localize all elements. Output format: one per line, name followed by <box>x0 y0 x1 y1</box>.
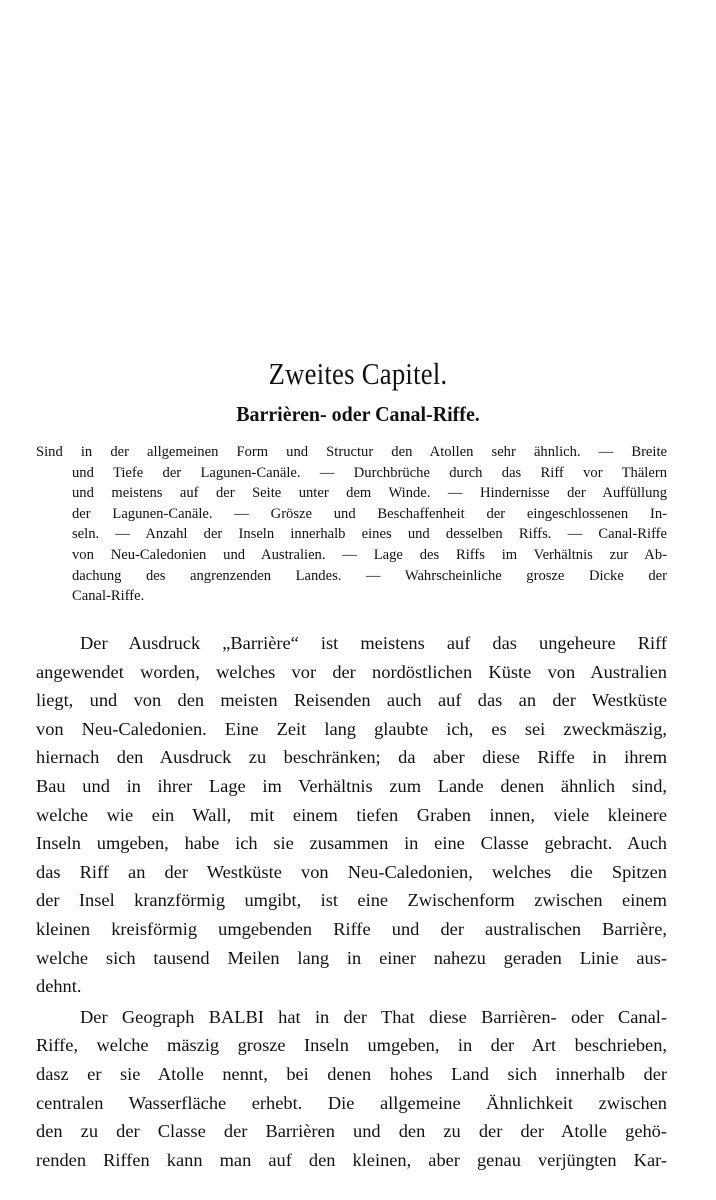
summary-line: und meistens auf der Seite unter dem Winde. — Hindernisse der Auffüllung <box>72 485 667 502</box>
summary-line: seln. — Anzahl der Inseln innerhalb eines und desselben Riffs. — Canal-Riffe <box>72 526 667 543</box>
paragraph-line: Der Ausdruck „Barrière“ ist meistens auf das ungeheure Riff <box>80 633 667 653</box>
paragraph-line: liegt, und von den meisten Reisenden auch auf das an der Westküste <box>36 690 667 711</box>
paragraph-line: den zu der Classe der Barrièren und den zu der der Atolle gehö- <box>36 1121 667 1142</box>
paragraph-line: Der Geograph BALBI hat in der That diese Barrièren- oder Canal- <box>80 1006 667 1027</box>
summary-line: dachung des angrenzenden Landes. — Wahrscheinliche grosze Dicke der <box>72 567 667 584</box>
paragraph-line: der Insel kranzförmig umgibt, ist eine Zwischenform zwischen einem <box>36 890 667 911</box>
paragraph-line: kleinen kreisförmig umgebenden Riffe und der australischen Barrière, <box>36 918 667 939</box>
summary-line: von Neu-Caledonien und Australien. — Lage des Riffs im Verhältnis zur Ab- <box>72 546 667 563</box>
summary-line: und Tiefe der Lagunen-Canäle. — Durchbrüche durch das Riff vor Thälern <box>72 464 667 481</box>
paragraph-line: das Riff an der Westküste von Neu-Caledonien, welches die Spitzen <box>36 861 667 882</box>
paragraph-line: hiernach den Ausdruck zu beschränken; da aber diese Riffe in ihrem <box>36 747 667 768</box>
paragraph-line: welche wie ein Wall, mit einem tiefen Graben innen, viele kleinere <box>36 804 667 825</box>
chapter-summary <box>36 442 667 607</box>
summary-line: Canal-Riffe. <box>72 588 145 605</box>
paragraph-line: dehnt. <box>36 976 82 997</box>
paragraph-line: Bau und in ihrer Lage im Verhältnis zum Lande denen ähnlich sind, <box>36 775 667 796</box>
paragraph-line: Riffe, welche mäszig grosze Inseln umgeben, in der Art beschrieben, <box>36 1035 667 1056</box>
paragraph-line: Inseln umgeben, habe ich sie zusammen in eine Classe gebracht. Auch <box>36 833 667 854</box>
paragraph-line: welche sich tausend Meilen lang in einer nahezu geraden Linie aus- <box>36 947 667 968</box>
summary-line: der Lagunen-Canäle. — Grösze und Beschaffenheit der eingeschlossenen In- <box>72 505 667 522</box>
summary-line: Sind in der allgemeinen Form und Structur den Atollen sehr ähnlich. — Breite <box>36 444 667 460</box>
paragraph-line: angewendet worden, welches vor der nordöstlichen Küste von Australien <box>36 661 667 682</box>
body-text <box>36 629 667 1174</box>
chapter-title: Zweites Capitel. <box>268 356 448 391</box>
paragraph-line: von Neu-Caledonien. Eine Zeit lang glaubte ich, es sei zweckmäszig, <box>36 718 667 739</box>
paragraph-line: centralen Wasserfläche erhebt. Die allgemeine Ähnlichkeit zwischen <box>36 1092 667 1113</box>
section-title: Barrièren- oder Canal-Riffe. <box>236 402 480 426</box>
paragraph-line: renden Riffen kann man auf den kleinen, aber genau verjüngten Kar- <box>36 1149 667 1170</box>
paragraph-line: dasz er sie Atolle nennt, bei denen hohes Land sich innerhalb der <box>36 1063 667 1084</box>
